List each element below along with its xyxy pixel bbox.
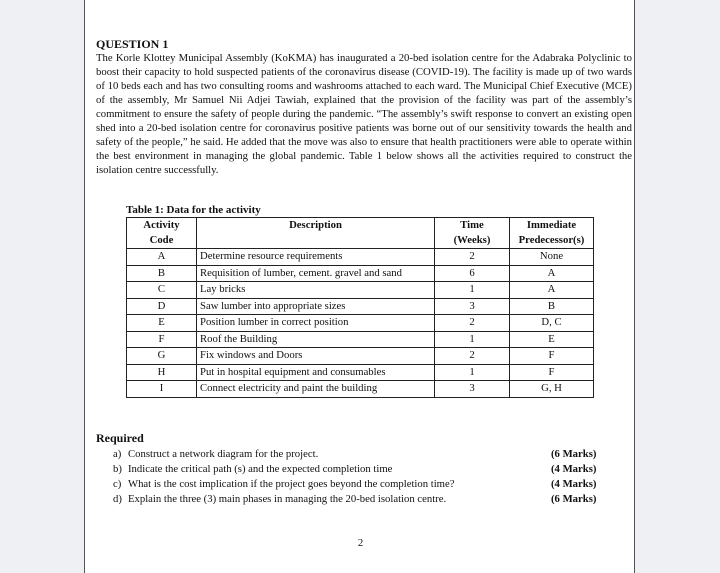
cell-description: Position lumber in correct position — [197, 315, 435, 332]
cell-time: 6 — [435, 265, 510, 282]
cell-description: Lay bricks — [197, 282, 435, 299]
table-row — [127, 331, 594, 348]
table-row — [127, 298, 594, 315]
required-item-marks: (4 Marks) — [551, 463, 597, 475]
cell-time: 2 — [435, 249, 510, 266]
required-item-text: What is the cost implication if the project goes beyond the completion time? — [128, 478, 455, 490]
required-item-label: b) — [113, 463, 122, 475]
header-description: Description — [197, 218, 435, 249]
required-item-text: Indicate the critical path (s) and the expected completion time — [128, 463, 393, 475]
table-row — [127, 364, 594, 381]
question-paragraph: The Korle Klottey Municipal Assembly (KoKMA) has inaugurated a 20-bed isolation centre for the Adabraka Polyclinic to boost their capacity to hold suspected patients of the coronavirus disease (COVID-19). The facility is made up of two wards of 10 beds each and has two consulting rooms and washrooms attached to each ward. The Municipal Chief Executive (MCE) of the assembly, Mr Samuel Nii Adjei Tawiah, explained that the provision of the facility was part of the assembly’s commitment to ensure the safety of people during the pandemic. “The assembly’s swift response to convert an existing open shed into a 20-bed isolation centre for coronavirus positive patients was borne out of our sensitivity towards the health and safety of the people,” he said. He added that the move was also to ensure that health practitioners were able to operate within the best environment in managing the global pandemic. Table 1 below shows all the activities required to construct the isolation centre successfully. — [96, 52, 632, 176]
cell-time: 1 — [435, 364, 510, 381]
page-number: 2 — [357, 537, 364, 549]
required-item-label: c) — [113, 478, 122, 490]
activity-table — [126, 217, 594, 398]
cell-description: Fix windows and Doors — [197, 348, 435, 365]
required-item — [113, 492, 603, 507]
table-row — [127, 348, 594, 365]
required-item — [113, 462, 603, 477]
table-row — [127, 249, 594, 266]
cell-activity-code: F — [127, 331, 197, 348]
question-title: QUESTION 1 — [96, 37, 169, 51]
cell-time: 3 — [435, 298, 510, 315]
required-item — [113, 447, 603, 462]
cell-activity-code: C — [127, 282, 197, 299]
cell-description: Roof the Building — [197, 331, 435, 348]
cell-time: 2 — [435, 315, 510, 332]
cell-predecessors: None — [510, 249, 594, 266]
cell-activity-code: D — [127, 298, 197, 315]
required-item-marks: (6 Marks) — [551, 448, 597, 460]
cell-predecessors: G, H — [510, 381, 594, 398]
cell-description: Saw lumber into appropriate sizes — [197, 298, 435, 315]
cell-predecessors: F — [510, 348, 594, 365]
cell-time: 1 — [435, 282, 510, 299]
required-list — [113, 447, 603, 507]
cell-predecessors: F — [510, 364, 594, 381]
required-item-label: d) — [113, 493, 122, 505]
cell-activity-code: B — [127, 265, 197, 282]
table-row — [127, 282, 594, 299]
cell-predecessors: D, C — [510, 315, 594, 332]
cell-time: 1 — [435, 331, 510, 348]
table-caption: Table 1: Data for the activity — [126, 204, 261, 216]
table-row — [127, 315, 594, 332]
required-item — [113, 477, 603, 492]
required-title: Required — [96, 431, 144, 445]
header-time: Time (Weeks) — [435, 218, 510, 249]
table-row — [127, 381, 594, 398]
cell-predecessors: A — [510, 282, 594, 299]
cell-activity-code: H — [127, 364, 197, 381]
required-item-text: Construct a network diagram for the project. — [128, 448, 319, 460]
required-item-marks: (6 Marks) — [551, 493, 597, 505]
cell-description: Put in hospital equipment and consumables — [197, 364, 435, 381]
cell-predecessors: E — [510, 331, 594, 348]
cell-description: Connect electricity and paint the building — [197, 381, 435, 398]
header-activity-code: Activity Code — [127, 218, 197, 249]
cell-time: 3 — [435, 381, 510, 398]
table-row — [127, 265, 594, 282]
cell-predecessors: A — [510, 265, 594, 282]
required-item-text: Explain the three (3) main phases in managing the 20-bed isolation centre. — [128, 493, 447, 505]
cell-time: 2 — [435, 348, 510, 365]
cell-description: Determine resource requirements — [197, 249, 435, 266]
cell-description: Requisition of lumber, cement. gravel and sand — [197, 265, 435, 282]
required-item-marks: (4 Marks) — [551, 478, 597, 490]
cell-activity-code: A — [127, 249, 197, 266]
cell-activity-code: I — [127, 381, 197, 398]
document-page — [84, 0, 635, 573]
cell-activity-code: E — [127, 315, 197, 332]
table-header-row — [127, 218, 594, 249]
cell-activity-code: G — [127, 348, 197, 365]
header-predecessors: Immediate Predecessor(s) — [510, 218, 594, 249]
cell-predecessors: B — [510, 298, 594, 315]
required-item-label: a) — [113, 448, 122, 460]
